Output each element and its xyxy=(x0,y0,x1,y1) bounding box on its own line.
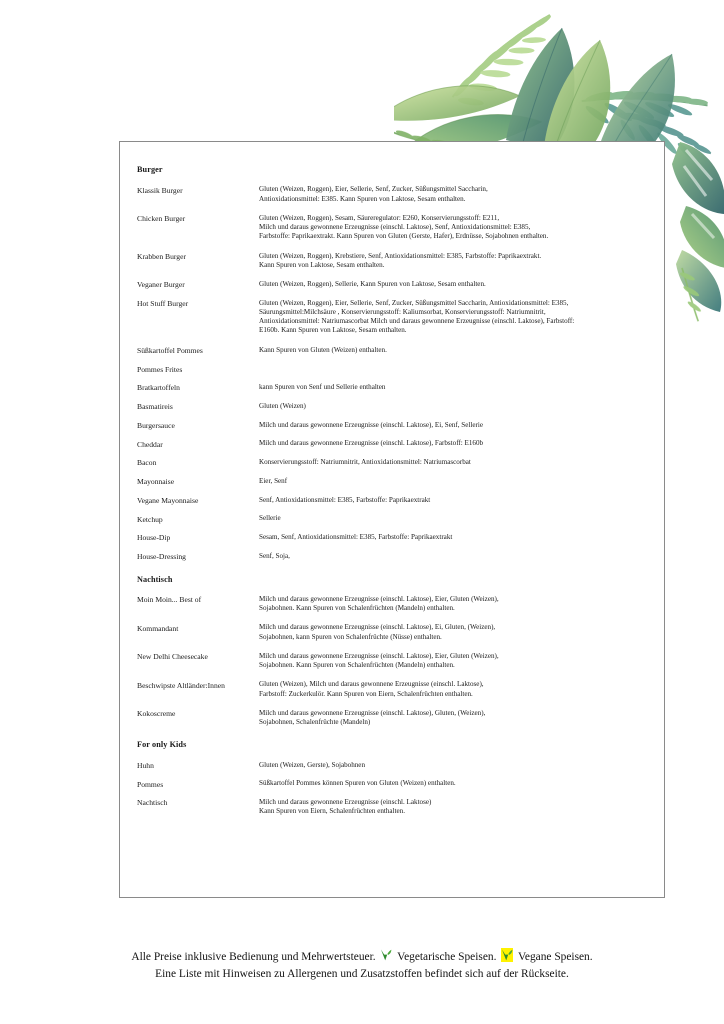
vegetarian-label: Vegetarische Speisen. xyxy=(397,951,497,963)
menu-item-row xyxy=(137,623,650,641)
menu-item-name: Pommes xyxy=(137,779,164,789)
vegan-leaf-icon xyxy=(501,948,513,962)
menu-item-name: Kommandant xyxy=(137,623,179,633)
menu-item-allergens xyxy=(259,595,650,613)
menu-item-name: Huhn xyxy=(137,760,154,770)
menu-item-allergens xyxy=(259,496,650,505)
menu-item-name: Moin Moin... Best of xyxy=(137,595,202,605)
menu-item-name: Mayonnaise xyxy=(137,477,175,487)
menu-item-row xyxy=(137,299,650,336)
menu-item-allergens xyxy=(259,458,650,467)
allergen-line: Farbstoffe: Paprikaextrakt. Kann Spuren von Gluten (Gerste, Hafer), Erdnüsse, Sojabohnen enthalten. xyxy=(259,232,549,241)
menu-item-allergens xyxy=(259,798,650,816)
allergen-line: Milch und daraus gewonnene Erzeugnisse (einschl. Laktose), Ei, Gluten, (Weizen), xyxy=(259,623,496,632)
menu-item-row xyxy=(137,477,650,487)
menu-item-row xyxy=(137,709,650,727)
allergen-line: Kann Spuren von Eiern, Schalenfrüchten enthalten. xyxy=(259,807,405,816)
allergen-line: kann Spuren von Senf und Sellerie enthalten xyxy=(259,383,386,392)
menu-item-row xyxy=(137,595,650,613)
allergen-line: Kann Spuren von Gluten (Weizen) enthalten. xyxy=(259,345,387,354)
menu-item-name: Beschwipste Altländer:Innen xyxy=(137,680,225,690)
menu-item-row xyxy=(137,496,650,506)
menu-item-row xyxy=(137,383,650,393)
allergen-line: Sojabohnen, kann Spuren von Schalenfrüchte (Nüsse) enthalten. xyxy=(259,632,442,641)
menu-sections-container xyxy=(137,165,650,827)
menu-item-allergens xyxy=(259,280,650,289)
menu-item-name: Vegane Mayonnaise xyxy=(137,495,199,505)
menu-item-allergens xyxy=(259,477,650,486)
menu-item-name: Bacon xyxy=(137,458,157,468)
menu-item-allergens xyxy=(259,680,650,698)
menu-item-row xyxy=(137,280,650,290)
menu-item-row xyxy=(137,402,650,412)
menu-item-allergens xyxy=(259,402,650,411)
menu-item-row xyxy=(137,214,650,242)
menu-item-row xyxy=(137,514,650,524)
menu-item-name: Chicken Burger xyxy=(137,214,186,224)
allergen-line: Gluten (Weizen) xyxy=(259,401,306,410)
menu-item-row xyxy=(137,458,650,468)
menu-item-row xyxy=(137,439,650,449)
allergen-line: Milch und daraus gewonnene Erzeugnisse (einschl. Laktose), Eier, Gluten (Weizen), xyxy=(259,651,499,660)
allergen-line: Antioxidationsmittel: Natriumascorbat Milch und daraus gewonnene Erzeugnisse (einschl. Laktose), Farbstoff: xyxy=(259,317,575,326)
menu-item-row xyxy=(137,364,650,374)
menu-item-row xyxy=(137,798,650,816)
allergen-line: Sesam, Senf, Antioxidationsmittel: E385, Farbstoffe: Paprikaextrakt xyxy=(259,533,453,542)
menu-item-name: Kokoscreme xyxy=(137,708,176,718)
menu-item-row xyxy=(137,761,650,771)
allergen-line: Eier, Senf xyxy=(259,476,288,485)
allergen-line: Milch und daraus gewonnene Erzeugnisse (einschl. Laktose), Ei, Senf, Sellerie xyxy=(259,420,483,429)
vegan-label: Vegane Speisen. xyxy=(517,951,593,963)
menu-item-name: House-Dip xyxy=(137,533,171,543)
menu-item-allergens xyxy=(259,552,650,561)
menu-item-allergens xyxy=(259,533,650,542)
menu-item-allergens xyxy=(259,299,650,336)
allergen-line: E160b. Kann Spuren von Laktose, Sesam enthalten. xyxy=(259,326,407,335)
allergen-line: Säurungsmittel:Milchsäure , Konservierungsstoff: Kaliumsorbat, Konservierungsstoff: Natriumnitrit, xyxy=(259,307,546,316)
menu-item-allergens xyxy=(259,421,650,430)
section-heading: For only Kids xyxy=(137,740,187,750)
menu-item-row xyxy=(137,252,650,270)
menu-item-name: Ketchup xyxy=(137,514,163,524)
allergen-line: Gluten (Weizen), Milch und daraus gewonnene Erzeugnisse (einschl. Laktose), xyxy=(259,680,484,689)
allergen-line: Milch und daraus gewonnene Erzeugnisse (einschl. Laktose) xyxy=(259,798,432,807)
menu-item-row xyxy=(137,533,650,543)
section-heading: Nachtisch xyxy=(137,574,173,584)
menu-item-row xyxy=(137,185,650,203)
menu-item-name: New Delhi Cheesecake xyxy=(137,652,208,662)
allergen-line: Senf, Soja, xyxy=(259,551,290,560)
allergen-menu-card xyxy=(119,141,665,898)
menu-item-allergens xyxy=(259,185,650,203)
menu-item-name: Hot Stuff Burger xyxy=(137,298,189,308)
menu-item-allergens xyxy=(259,214,650,242)
menu-item-row xyxy=(137,779,650,789)
menu-item-allergens xyxy=(259,383,650,392)
menu-item-row xyxy=(137,552,650,562)
footer-line-2: Eine Liste mit Hinweisen zu Allergenen und Zusatzstoffen befindet sich auf der Rückseite. xyxy=(155,967,569,980)
menu-item-allergens xyxy=(259,761,650,770)
page-footer xyxy=(0,948,724,982)
section-heading: Burger xyxy=(137,165,163,174)
menu-item-allergens xyxy=(259,652,650,670)
menu-item-name: Bratkartoffeln xyxy=(137,383,180,393)
menu-item-allergens xyxy=(259,252,650,270)
menu-item-allergens xyxy=(259,346,650,355)
menu-item-allergens xyxy=(259,514,650,523)
menu-item-row xyxy=(137,680,650,698)
allergen-line: Konservierungsstoff: Natriumnitrit, Antioxidationsmittel: Natriumascorbat xyxy=(259,458,471,467)
allergen-line: Antioxidationsmittel: E385. Kann Spuren von Laktose, Sesam enthalten. xyxy=(259,194,466,203)
menu-item-name: Cheddar xyxy=(137,439,163,449)
allergen-line: Farbstoff: Zuckerkulör. Kann Spuren von Eiern, Schalenfrüchten enthalten. xyxy=(259,689,473,698)
allergen-line: Sojabohnen. Kann Spuren von Schalenfrüchten (Mandeln) enthalten. xyxy=(259,604,455,613)
menu-item-allergens xyxy=(259,439,650,448)
allergen-line: Gluten (Weizen, Roggen), Eier, Sellerie, Senf, Zucker, Süßungsmittel Saccharin, xyxy=(259,185,488,194)
allergen-line: Sojabohnen. Kann Spuren von Schalenfrüchten (Mandeln) enthalten. xyxy=(259,661,455,670)
allergen-line: Gluten (Weizen, Roggen), Krebstiere, Senf, Antioxidationsmittel: E385, Farbstoffe: Paprikaextrakt. xyxy=(259,251,542,260)
menu-item-row xyxy=(137,652,650,670)
menu-item-name: House-Dressing xyxy=(137,552,186,562)
monstera-leaf-shapes xyxy=(672,142,724,312)
menu-item-name: Veganer Burger xyxy=(137,280,185,290)
menu-item-row xyxy=(137,421,650,431)
allergen-line: Gluten (Weizen, Roggen), Sesam, Säureregulator: E260, Konservierungsstoff: E211, xyxy=(259,213,500,222)
allergen-line: Senf, Antioxidationsmittel: E385, Farbstoffe: Paprikaextrakt xyxy=(259,495,431,504)
vegetarian-leaf-icon xyxy=(380,948,392,962)
menu-item-allergens xyxy=(259,779,650,788)
menu-item-name: Krabben Burger xyxy=(137,251,186,261)
allergen-line: Sellerie xyxy=(259,514,281,523)
allergen-line: Gluten (Weizen, Gerste), Sojabohnen xyxy=(259,760,365,769)
allergen-line: Kann Spuren von Laktose, Sesam enthalten. xyxy=(259,260,385,269)
allergen-line: Süßkartoffel Pommes können Spuren von Gluten (Weizen) enthalten. xyxy=(259,779,456,788)
allergen-line: Gluten (Weizen, Roggen), Eier, Sellerie, Senf, Zucker, Süßungsmittel Saccharin, Antioxidationsmittel: E385, xyxy=(259,298,569,307)
allergen-line: Sojabohnen, Schalenfrüchte (Mandeln) xyxy=(259,717,371,726)
menu-item-name: Basmatireis xyxy=(137,402,173,412)
allergen-line: Milch und daraus gewonnene Erzeugnisse (einschl. Laktose), Farbstoff: E160b xyxy=(259,439,484,448)
footer-prices-note: Alle Preise inklusive Bedienung und Mehrwertsteuer. xyxy=(131,951,376,963)
menu-item-name: Burgersauce xyxy=(137,420,175,430)
menu-item-name: Klassik Burger xyxy=(137,185,183,195)
allergen-line: Milch und daraus gewonnene Erzeugnisse (einschl. Laktose), Gluten, (Weizen), xyxy=(259,708,486,717)
allergen-line: Milch und daraus gewonnene Erzeugnisse (einschl. Laktose), Eier, Gluten (Weizen), xyxy=(259,595,499,603)
allergen-line: Gluten (Weizen, Roggen), Sellerie, Kann Spuren von Laktose, Sesam enthalten. xyxy=(259,279,486,288)
menu-item-name: Süßkartoffel Pommes xyxy=(137,345,203,355)
menu-item-row xyxy=(137,346,650,356)
menu-item-allergens xyxy=(259,623,650,641)
menu-item-name: Nachtisch xyxy=(137,798,168,808)
menu-item-allergens xyxy=(259,709,650,727)
allergen-line: Milch und daraus gewonnene Erzeugnisse (einschl. Laktose), Senf, Antioxidationsmittel: E385, xyxy=(259,223,531,232)
footer-line-1 xyxy=(0,948,724,966)
menu-item-name: Pommes Frites xyxy=(137,364,183,374)
